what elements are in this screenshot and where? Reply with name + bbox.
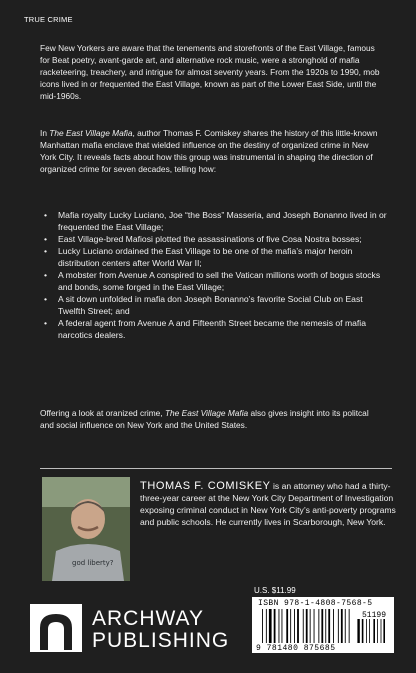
list-item: • A mobster from Avenue A conspired to sell the Vatican millions worth of bogus stocks and bonds, some forged in the East Village; (40, 269, 392, 293)
shirt-text: god liberty? (72, 559, 114, 567)
divider (40, 468, 392, 469)
genre-label: TRUE CRIME (24, 15, 73, 24)
isbn-label: ISBN 978-1-4808-7568-5 (258, 599, 373, 608)
author-bio (140, 480, 398, 528)
intro-paragraph: Few New Yorkers are aware that the tenements and storefronts of the East Village, famous for Beat poetry, avant-garde art, and alternative rock music, were a stronghold of mafia racketeering, treachery, and intrigue for almost seventy years. From the 1920s to 1990, mob icons lived in or frequented the East Village, known as part of the Lower East Side, until the mid-1960s. (40, 43, 380, 101)
book-title: The East Village Mafia (49, 128, 133, 138)
closing-paragraph (40, 407, 381, 431)
list-item: • A sit down unfolded in mafia don Joseph Bonanno’s favorite Social Club on East Twelfth Street; and (40, 293, 392, 317)
closing-text-end: also gives insight into its politcal and social influence on New York and the United States. (40, 408, 369, 430)
publisher-logo (30, 604, 240, 654)
list-item: • A federal agent from Avenue A and Fifteenth Street became the nemesis of mafia narcotics dealers. (40, 317, 392, 341)
publisher-name-line1: ARCHWAY (92, 607, 204, 630)
author-bio-text: is an attorney who had a thirty-three-year career at the New York City Department of Investigation exposing criminal conduct in New York City’s anti-poverty programs and public schools. He currently lives in Scarborough, New York. (140, 481, 396, 527)
ean-number: 9 781480 875685 (256, 644, 336, 653)
closing-text-start: Offering a look at oranized crime, (40, 408, 165, 418)
author-photo (42, 477, 130, 581)
summary-text-end: , author Thomas F. Comiskey shares the history of this little-known Manhattan mafia enclave that wielded influence on the destiny of organized crime in New York City. It reveals facts about how this group was instrumental in shaping the direction of organized crime for seven decades, telling how: (40, 128, 378, 174)
list-item: • Mafia royalty Lucky Luciano, Joe “the Boss” Masseria, and Joseph Bonanno lived in or frequented the East Village; (40, 209, 392, 233)
author-name: THOMAS F. COMISKEY (140, 480, 271, 492)
author-portrait-image (42, 477, 130, 581)
barcode (252, 597, 394, 653)
price-label: U.S. $11.99 (254, 586, 296, 595)
archway-icon (30, 604, 82, 652)
list-item: • East Village-bred Mafiosi plotted the assassinations of five Cosa Nostra bosses; (40, 233, 392, 245)
facts-list (40, 209, 392, 341)
summary-paragraph (40, 127, 381, 175)
list-item: • Lucky Luciano ordained the East Village to be one of the mafia’s major heroin distribution centers after World War II; (40, 245, 392, 269)
publisher-name-line2: PUBLISHING (92, 629, 230, 652)
summary-text-start: In (40, 128, 50, 138)
barcode-addon: 51199 (361, 611, 386, 620)
book-title: The East Village Mafia (164, 408, 249, 418)
